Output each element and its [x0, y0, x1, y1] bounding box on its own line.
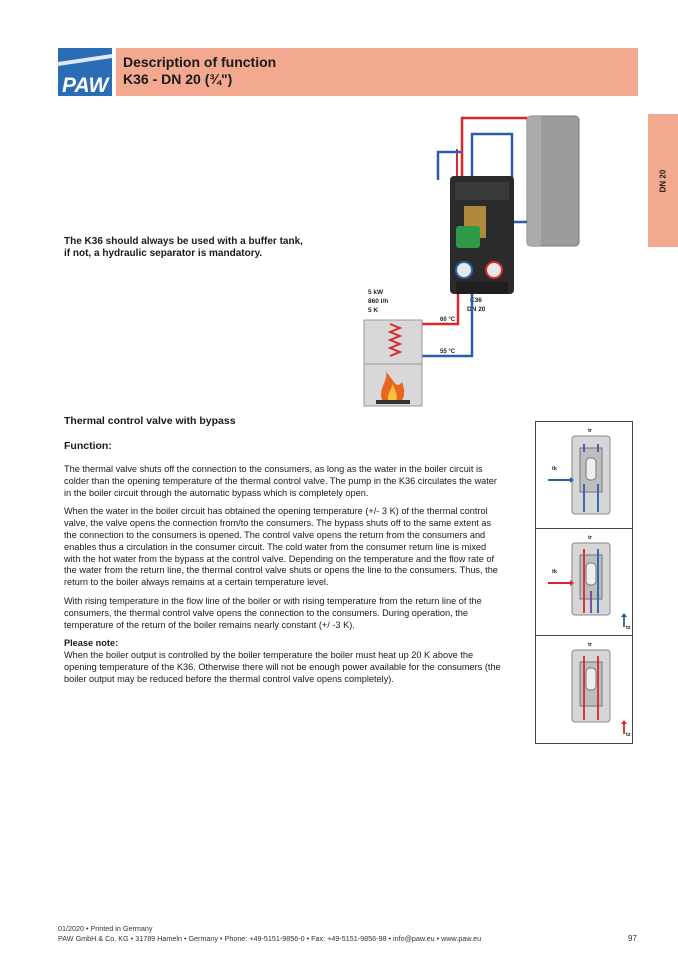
- paw-logo: [58, 48, 112, 96]
- side-tab-label: DN 20: [658, 169, 668, 192]
- footer: [58, 924, 481, 944]
- pump: [456, 226, 480, 248]
- note-heading: Please note:: [64, 638, 119, 649]
- header-bar: [116, 48, 638, 96]
- function-heading: Function:: [64, 440, 112, 452]
- hydraulic-schematic: [360, 110, 590, 410]
- note-text: When the boiler output is controlled by the boiler temperature the boiler must heat up 20 K above the opening temperature of the K36. Otherwise there will not be enough power available for the consumers (the boiler output may be reduced before the thermal control valve opens completely).: [64, 650, 501, 684]
- page-number: 97: [628, 934, 637, 943]
- label-tr: tr: [588, 428, 592, 434]
- side-tab: [648, 114, 678, 247]
- valve-state-closed: [536, 422, 632, 529]
- label-size: DN 20: [467, 306, 486, 313]
- label-tr: tr: [588, 535, 592, 541]
- label-tr: tr: [588, 642, 592, 648]
- label-tz: tz: [626, 625, 631, 631]
- paragraph: When the water in the boiler circuit has obtained the opening temperature (+/- 3 K) of the thermal control valve, the valve opens the connection from/to the consumers. The bypass shuts off to the same extent as the connection to the consumers is opened. The control valve opens the return from the consumers and enables thus a circulation in the consumer circuit. The cold water from the consumer return line is mixed with the hot water from the bypass at the control valve. Depending on the temperature and the flow rate of the water from the return line, the thermal control valve shuts or opens the line to the consumers. Thus, the return to the boiler always remains at a certain temperature level.: [64, 506, 498, 588]
- paragraph: The thermal valve shuts off the connection to the consumers, as long as the water in the boiler circuit is colder than the opening temperature of the thermal control valve. The pump in the K36 circulates the water in the boiler circuit through the automatic bypass which is completely open.: [64, 464, 497, 498]
- label-tz: tz: [626, 732, 631, 738]
- section-title: Thermal control valve with bypass: [64, 415, 236, 427]
- body-text: [64, 464, 504, 693]
- label-boiler-power: 5 kW: [368, 289, 384, 296]
- label-model: K36: [470, 297, 482, 304]
- valve-state-open: [536, 636, 632, 743]
- thermometer-blue: [456, 262, 472, 278]
- label-delta-t: 5 K: [368, 307, 379, 314]
- logo-text: PAW: [62, 74, 109, 96]
- label-flow-temp: 60 °C: [440, 317, 456, 323]
- footer-line-1: 01/2020 • Printed in Germany: [58, 924, 153, 933]
- label-flow-rate: 860 l/h: [368, 298, 389, 305]
- valve-state-mixing: [536, 529, 632, 636]
- label-tk: tk: [552, 466, 557, 472]
- valve-diagrams: [535, 421, 633, 744]
- footer-line-2: PAW GmbH & Co. KG • 31789 Hameln • Germany • Phone: +49-5151-9856-0 • Fax: +49-5151-9856-98 • info@paw.eu • www.paw.eu: [58, 934, 482, 943]
- label-tk: tk: [552, 569, 557, 575]
- label-return-temp: 55 °C: [440, 349, 456, 355]
- page-title: Description of function: [123, 54, 277, 70]
- intro-text: The K36 should always be used with a buffer tank, if not, a hydraulic separator is mandatory.: [64, 236, 303, 259]
- paragraph: With rising temperature in the flow line of the boiler or with rising temperature from the return line of the consumers, the thermal control valve opens the connection to the consumers. During operation, the temperature of the return of the boiler remains nearly constant (+/ -3 K).: [64, 595, 482, 630]
- thermometer-red: [486, 262, 502, 278]
- page-subtitle: K36 - DN 20 (¾"): [123, 71, 233, 87]
